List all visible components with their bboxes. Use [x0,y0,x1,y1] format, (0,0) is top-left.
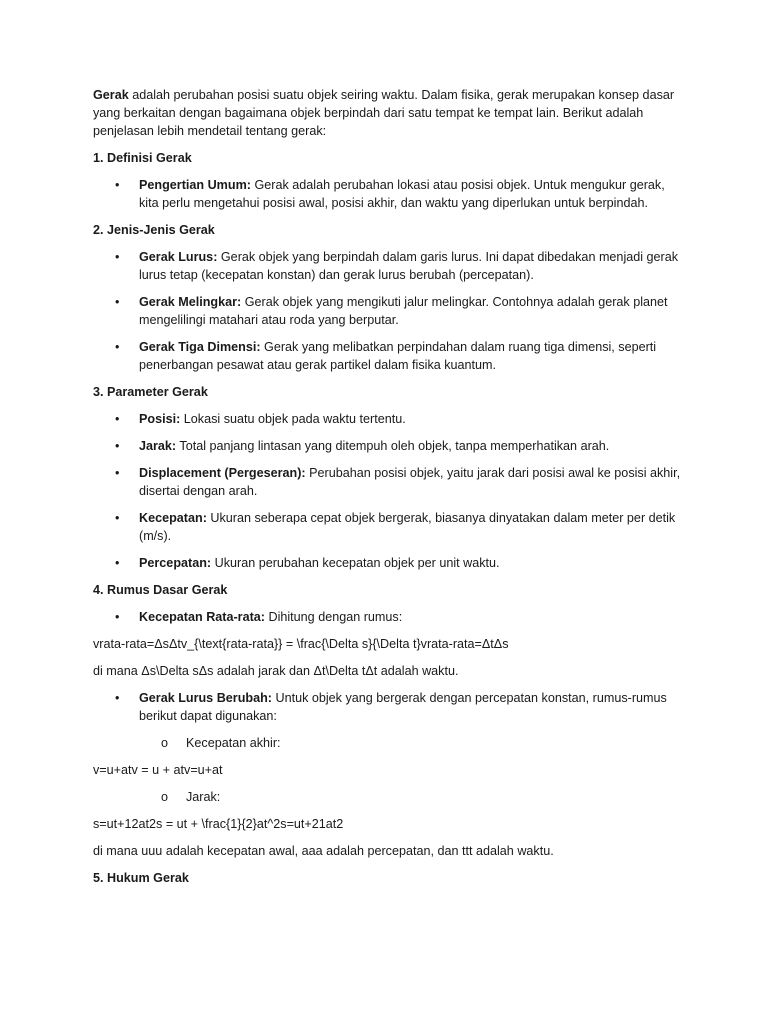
sub-list-1 [93,734,685,752]
list-item [93,293,685,329]
list-item [93,509,685,545]
bullet-icon: • [115,466,120,480]
formula-note-1: di mana Δs\Delta sΔs adalah jarak dan Δt\Delta tΔt adalah waktu. [93,664,459,678]
section-1-heading: 1. Definisi Gerak [93,151,192,165]
item-term: Gerak Lurus Berubah: [139,691,272,705]
item-text: Ukuran perubahan kecepatan objek per unit waktu. [211,556,500,570]
list-item [93,248,685,284]
item-text: Dihitung dengan rumus: [264,610,403,624]
formula-note-2: di mana uuu adalah kecepatan awal, aaa adalah percepatan, dan ttt adalah waktu. [93,844,554,858]
section-3-heading: 3. Parameter Gerak [93,385,208,399]
formula-average-velocity: vrata-rata=ΔsΔtv_{\text{rata-rata}} = \frac{\Delta s}{\Delta t}vrata-rata=ΔtΔs [93,637,509,651]
section-2-list [93,248,685,374]
intro-term: Gerak [93,88,129,102]
formula-final-velocity: v=u+atv = u + atv=u+at [93,763,223,777]
list-item [93,437,685,455]
sub-list-item [93,788,685,806]
list-item [93,410,685,428]
bullet-icon: • [115,340,120,354]
item-term: Jarak: [139,439,177,453]
item-text: Ukuran seberapa cepat objek bergerak, biasanya dinyatakan dalam meter per detik (m/s). [139,511,676,543]
item-term: Gerak Melingkar: [139,295,242,309]
sub-list-2 [93,788,685,806]
document-page [93,86,685,896]
intro-text: adalah perubahan posisi suatu objek seiring waktu. Dalam fisika, gerak merupakan konsep dasar yang berkaitan dengan bagaimana objek berpindah dari satu tempat ke tempat lain. Berikut adalah penjelasan lebih mendetail tentang gerak: [93,88,675,138]
item-term: Gerak Tiga Dimensi: [139,340,261,354]
bullet-icon: • [115,610,120,624]
list-item [93,338,685,374]
item-term: Displacement (Pergeseran): [139,466,306,480]
bullet-icon: • [115,250,120,264]
item-text: Gerak objek yang mengikuti jalur melingkar. Contohnya adalah gerak planet mengelilingi matahari atau roda yang berputar. [139,295,668,327]
list-item [93,554,685,572]
section-1-list [93,176,685,212]
sub-item-text: Kecepatan akhir: [186,736,281,750]
item-term: Pengertian Umum: [139,178,251,192]
item-term: Gerak Lurus: [139,250,218,264]
sub-list-item [93,734,685,752]
item-text: Gerak yang melibatkan perpindahan dalam ruang tiga dimensi, seperti penerbangan pesawat atau gerak partikel dalam fisika kuantum. [139,340,657,372]
item-text: Total panjang lintasan yang ditempuh oleh objek, tanpa memperhatikan arah. [176,439,610,453]
sub-bullet-icon: o [161,736,169,750]
intro-paragraph [93,86,685,140]
section-4-list-b [93,689,685,725]
bullet-icon: • [115,439,120,453]
sub-bullet-icon: o [161,790,169,804]
item-term: Kecepatan: [139,511,207,525]
formula-distance: s=ut+12at2s = ut + \frac{1}{2}at^2s=ut+21at2 [93,817,344,831]
item-term: Kecepatan Rata-rata: [139,610,265,624]
list-item [93,608,685,626]
section-5-heading: 5. Hukum Gerak [93,871,189,885]
item-text: Perubahan posisi objek, yaitu jarak dari posisi awal ke posisi akhir, disertai dengan arah. [139,466,681,498]
bullet-icon: • [115,412,120,426]
list-item [93,689,685,725]
section-2-heading: 2. Jenis-Jenis Gerak [93,223,215,237]
bullet-icon: • [115,295,120,309]
bullet-icon: • [115,511,120,525]
item-text: Untuk objek yang bergerak dengan percepatan konstan, rumus-rumus berikut dapat digunakan: [139,691,667,723]
section-4-list-a [93,608,685,626]
bullet-icon: • [115,556,120,570]
item-text: Lokasi suatu objek pada waktu tertentu. [180,412,406,426]
list-item [93,176,685,212]
bullet-icon: • [115,178,120,192]
section-3-list [93,410,685,572]
sub-item-text: Jarak: [186,790,221,804]
item-text: Gerak objek yang berpindah dalam garis lurus. Ini dapat dibedakan menjadi gerak lurus tetap (kecepatan konstan) dan gerak lurus berubah (percepatan). [139,250,679,282]
item-term: Percepatan: [139,556,212,570]
item-text: Gerak adalah perubahan lokasi atau posisi objek. Untuk mengukur gerak, kita perlu mengetahui posisi awal, posisi akhir, dan waktu yang diperlukan untuk berpindah. [139,178,665,210]
section-4-heading: 4. Rumus Dasar Gerak [93,583,228,597]
item-term: Posisi: [139,412,181,426]
bullet-icon: • [115,691,120,705]
list-item [93,464,685,500]
